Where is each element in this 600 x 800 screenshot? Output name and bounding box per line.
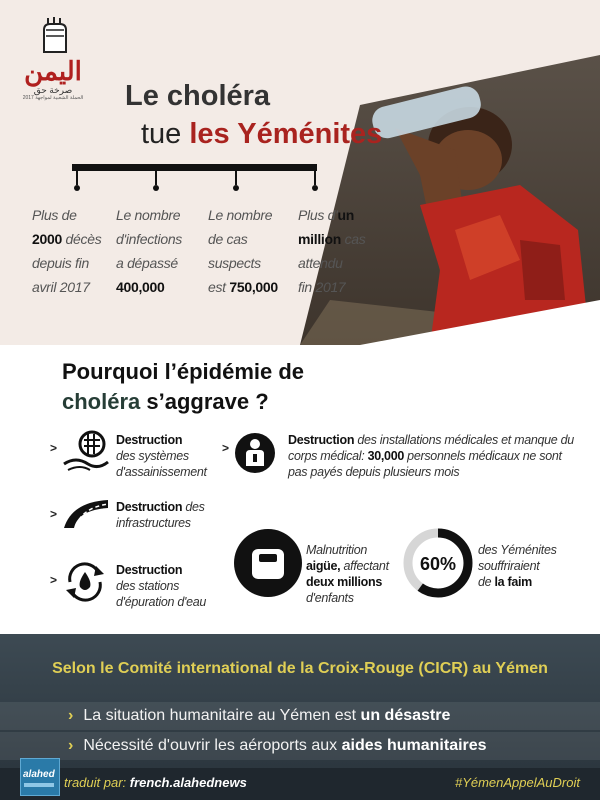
logo-tagline: الحملة الشعبية لمواجهة 2017 [22,95,84,101]
road-icon [62,498,110,530]
bullet-item: › Nécessité d'ouvrir les aéroports aux aides humanitaires [68,737,487,754]
timeline-tick [76,171,78,185]
credit-text: traduit par: french.alahednews [64,775,247,790]
chevron-right-icon: › [68,707,74,724]
fact-suspects: Le nombre de cas suspects est 750,000 [208,207,278,295]
doctor-icon [234,432,276,474]
cause-water: Destruction des stations d'épuration d'eau [116,563,207,609]
chevron-right-icon: > [50,441,58,455]
fact-infections: Le nombre d'infections a dépassé 400,000 [116,207,183,295]
fact-expected: Plus d'un million cas attendu fin 2017 [298,207,366,295]
timeline-tick [314,171,316,185]
fist-icon [34,14,74,54]
why-heading: Pourquoi l’épidémie de choléra s’aggrave ? [62,359,305,414]
chevron-right-icon: > [222,441,230,455]
cause-infrastructure: Destruction des infrastructures [116,500,205,530]
logo-brand: اليمن [24,57,82,87]
timeline-tick [235,171,237,185]
chevron-right-icon: > [50,507,58,521]
cause-malnutrition: Malnutrition aigüe, affectant deux millions d'enfants [306,543,389,605]
scale-icon [232,527,304,599]
sewer-grate-icon [62,430,110,472]
hashtag: #YémenAppelAuDroit [454,775,580,790]
yemen-logo [20,14,86,106]
timeline-dot [312,185,318,191]
chevron-right-icon: > [50,573,58,587]
timeline-bar [72,164,317,171]
cicr-heading: Selon le Comité international de la Croix-Rouge (CICR) au Yémen [52,660,548,677]
timeline-tick [155,171,157,185]
cause-sanitation: Destruction des systèmes d'assainissement [116,433,207,479]
water-recycle-icon [62,560,108,604]
logo-subtitle: صرخة حق [33,85,73,95]
title-line-1: Le choléra [125,80,271,112]
chevron-right-icon: › [68,737,74,754]
hunger-percent-ring [402,527,474,599]
alahed-logo: alahed [20,758,60,796]
fact-deaths: Plus de 2000 décès depuis fin avril 2017 [32,207,102,295]
timeline-dot [74,185,80,191]
cause-medical: Destruction des installations médicales et manque du corps médical: 30,000 personnels médicaux ne sont pas payés depuis plusieurs mois [288,433,574,479]
timeline-dot [153,185,159,191]
bullet-item: › La situation humanitaire au Yémen est un désastre [68,707,451,724]
hunger-percent-label: 60% [419,554,457,574]
title-line-2: tue les Yéménites [141,118,383,150]
title-accent: les Yéménites [189,118,383,150]
cause-hunger: des Yéménites souffriraient de la faim [478,543,557,589]
diagonal-divider [0,300,600,360]
timeline-dot [233,185,239,191]
